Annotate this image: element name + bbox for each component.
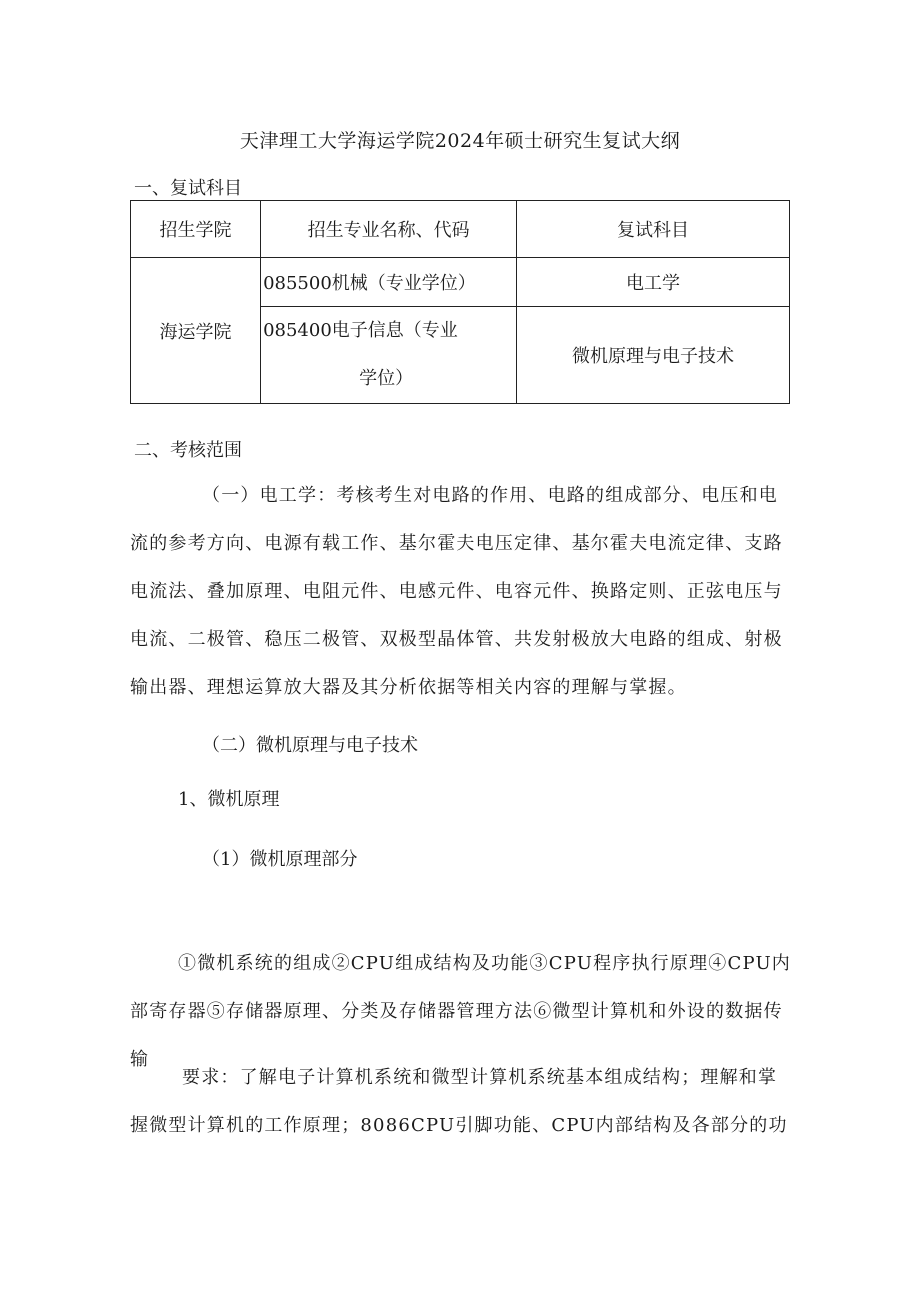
requirements-paragraph: 要求：了解电子计算机系统和微型计算机系统基本组成结构；理解和掌握微型计算机的工作原理；8086CPU引脚功能、CPU内部结构及各部分的功 bbox=[130, 1067, 788, 1136]
header-college: 招生学院 bbox=[131, 201, 261, 258]
electrical-paragraph: （一）电工学：考核考生对电路的作用、电路的组成部分、电压和电流的参考方向、电源有载工作、基尔霍夫电压定律、基尔霍夫电流定律、支路电流法、叠加原理、电阻元件、电感元件、电容元件、换路定则、正弦电压与电流、二极管、稳压二极管、双极型晶体管、共发射极放大电路的组成、射极输出器、理想运算放大器及其分析依据等相关内容的理解与掌握。 bbox=[130, 485, 783, 698]
subsection-heading: （二）微机原理与电子技术 bbox=[202, 735, 418, 756]
subjects-table bbox=[130, 200, 790, 404]
subitem-heading: （1）微机原理部分 bbox=[202, 849, 358, 870]
table-header-row bbox=[131, 201, 790, 258]
page-title: 天津理工大学海运学院2024年硕士研究生复试大纲 bbox=[239, 130, 681, 152]
major-line-2: 学位） bbox=[359, 368, 414, 389]
section-heading-subjects: 一、复试科目 bbox=[134, 178, 242, 199]
topics-paragraph: ①微机系统的组成②CPU组成结构及功能③CPU程序执行原理④CPU内部寄存器⑤存储器原理、分类及存储器管理方法⑥微型计算机和外设的数据传输 bbox=[130, 953, 792, 1070]
table-row bbox=[131, 258, 790, 307]
major-cell bbox=[261, 307, 517, 404]
subject-cell: 微机原理与电子技术 bbox=[517, 307, 790, 404]
college-cell: 海运学院 bbox=[131, 258, 261, 404]
item-heading: 1、微机原理 bbox=[178, 789, 280, 810]
major-line-1: 085400电子信息（专业 bbox=[263, 320, 458, 341]
section-heading-scope: 二、考核范围 bbox=[134, 440, 242, 461]
major-cell: 085500机械（专业学位） bbox=[261, 258, 517, 307]
subject-cell: 电工学 bbox=[517, 258, 790, 307]
header-subject: 复试科目 bbox=[517, 201, 790, 258]
header-major: 招生专业名称、代码 bbox=[261, 201, 517, 258]
